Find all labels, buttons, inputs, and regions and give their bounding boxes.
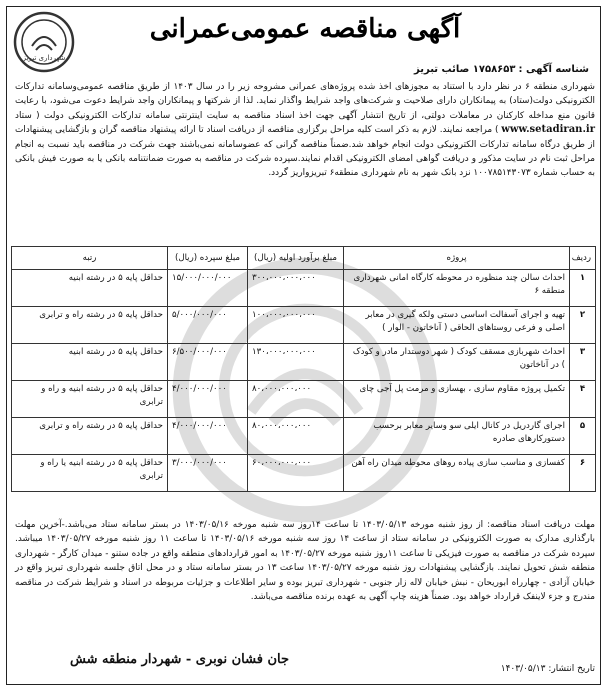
table-row	[12, 418, 596, 455]
ad-source: صائب تبریز	[414, 64, 470, 75]
table-header-row	[12, 247, 596, 270]
col-header-deposit: مبلغ سپرده (ریال)	[168, 247, 248, 270]
row-project: کفسازی و مناسب سازی پیاده روهای محوطه میدان راه آهن	[344, 455, 570, 492]
row-project: اجرای گاردریل در کانال ایلی سو وسایر معابر برحسب دستورکارهای صادره	[344, 418, 570, 455]
row-project: تهیه و اجرای آسفالت اساسی دستی ولکه گیری در معابر اصلی و فرعی روستاهای الحاقی ( آناخاتون - الوار )	[344, 307, 570, 344]
row-index: ۲	[570, 307, 596, 344]
row-deposit: ۴/۰۰۰/۰۰۰/۰۰۰	[168, 381, 248, 418]
municipality-logo-icon	[12, 10, 76, 74]
table-row	[12, 344, 596, 381]
row-project: تکمیل پروژه مقاوم سازی ، بهسازی و مرمت پل آجی چای	[344, 381, 570, 418]
row-estimate: ۸۰،۰۰۰،۰۰۰،۰۰۰	[248, 381, 344, 418]
row-estimate: ۱۳۰،۰۰۰،۰۰۰،۰۰۰	[248, 344, 344, 381]
col-header-grade: رتبه	[12, 247, 168, 270]
row-estimate: ۶۰،۰۰۰،۰۰۰،۰۰۰	[248, 455, 344, 492]
row-project: احداث سالن چند منظوره در محوطه کارگاه امانی شهرداری منطقه ۶	[344, 270, 570, 307]
row-index: ۱	[570, 270, 596, 307]
row-estimate: ۸۰،۰۰۰،۰۰۰،۰۰۰	[248, 418, 344, 455]
signature: جان فشان نوبری - شهردار منطقه شش	[70, 652, 290, 667]
row-deposit: ۴/۰۰۰/۰۰۰/۰۰۰	[168, 418, 248, 455]
row-deposit: ۶/۵۰۰/۰۰۰/۰۰۰	[168, 344, 248, 381]
row-grade: حداقل پایه ۵ در رشته راه و ترابری	[12, 418, 168, 455]
row-index: ۴	[570, 381, 596, 418]
row-estimate: ۱۰۰،۰۰۰،۰۰۰،۰۰۰	[248, 307, 344, 344]
table-row	[12, 455, 596, 492]
intro-text-1: شهرداری منطقه ۶ در نظر دارد با استناد به مجوزهای اخذ شده پروژه‌های عمرانی مشروحه زیر را در سال ۱۴۰۳ از طریق مناقصه عمومی‌وسامانه تدارکات الکترونیکی دولت(ستاد) به پیمانکاران دارای صلاحیت و شرکت‌های واجد شرایط واگذار نماید. لذا از شرکتها و پیمانکاران واجد شرایط دعوت می‌شود، با رعایت قانون منع مداخله کارکنان در معاملات دولتی، از تاریخ انتشار آگهی جهت اخذ اسناد مناقصه به سایت اینترنتی سامانه تدارکات الکترونیکی دولت ( ستاد	[15, 82, 595, 121]
row-deposit: ۱۵/۰۰۰/۰۰۰/۰۰۰	[168, 270, 248, 307]
intro-paragraph	[15, 80, 595, 181]
row-estimate: ۳۰۰،۰۰۰،۰۰۰،۰۰۰	[248, 270, 344, 307]
row-deposit: ۳/۰۰۰/۰۰۰/۰۰۰	[168, 455, 248, 492]
tender-table	[11, 246, 596, 492]
row-grade: حداقل پایه ۵ در رشته ابنیه یا راه و ترابری	[12, 455, 168, 492]
page-title: آگهی مناقصه عمومی‌عمرانی	[149, 14, 461, 44]
ad-id-value: ۱۷۵۸۶۵۳	[472, 64, 516, 75]
table-row	[12, 307, 596, 344]
col-header-project: پروژه	[344, 247, 570, 270]
row-grade: حداقل پایه ۵ در رشته ابنیه	[12, 344, 168, 381]
logo-text: شهرداری تبریز	[22, 54, 66, 62]
row-deposit: ۵/۰۰۰/۰۰۰/۰۰۰	[168, 307, 248, 344]
row-grade: حداقل پایه ۵ در رشته ابنیه	[12, 270, 168, 307]
row-grade: حداقل پایه ۵ در رشته ابنیه و راه و ترابری	[12, 381, 168, 418]
pub-date-value: ۱۴۰۳/۰۵/۱۳	[500, 664, 546, 674]
deadline-paragraph: مهلت دریافت اسناد مناقصه: از روز شنبه مورخه ۱۴۰۳/۰۵/۱۳ تا ساعت ۱۴روز سه شنبه مورخه ۱۴۰۳/۰۵/۱۶ در بستر سامانه ستاد می‌باشد.-آخرین مهلت بارگذاری مدارک به صورت الکترونیکی در سامانه ستاد از ساعت ۱۴ روز سه شنبه مورخه ۱۴۰۳/۰۵/۱۶ تا ساعت ۱۱ روز شنبه مورخه ۱۴۰۳/۰۵/۲۷ میباشد. سپرده شرکت در مناقصه به صورت فیزیکی تا ساعت ۱۱روز شنبه مورخه ۱۴۰۳/۰۵/۲۷ به امور قراردادهای منطقه واقع در جاده ستنو - میدان کارگر - شهرداری منطقه شش تحویل نمایند. بازگشایی پیشنهادات روز شنبه مورخه ۱۴۰۳/۰۵/۲۷ ساعت ۱۳ در بستر سامانه ستاد و در محل اتاق جلسه شهرداری تبریز واقع در خیابان آزادی - چهارراه ابوریحان - نبش خیابان لاله زار جنوبی - شهرداری تبریز بوده و سایر اطلاعات و جزئیات مربوطه در اسناد و شرایط شرکت در مناقصه مندرج و جزء لاینفک قرارداد خواهد بود. ضمناً هزینه چاپ آگهی به عهده برنده مناقصه می‌باشد.	[15, 520, 596, 603]
table-row	[12, 381, 596, 418]
table-row	[12, 270, 596, 307]
ad-identifier	[414, 64, 589, 75]
row-project: احداث شهربازی مسقف کودک ( شهر دوستدار مادر و کودک ) در آناخاتون	[344, 344, 570, 381]
ad-id-label: شناسه آگهی :	[518, 64, 589, 75]
row-grade: حداقل پایه ۵ در رشته راه و ترابری	[12, 307, 168, 344]
publication-date	[501, 664, 595, 674]
website-link[interactable]: www.setadiran.ir	[501, 124, 595, 136]
row-index: ۶	[570, 455, 596, 492]
pub-date-label: تاریخ انتشار:	[548, 664, 595, 674]
col-header-index: ردیف	[570, 247, 596, 270]
intro-text-2: ) مراجعه نمایند. لازم به ذکر است کلیه مراحل برگزاری مناقصه از دریافت اسناد تا ارائه پیشنهاد مناقصه گران و بازگشایی پیشنهادات از طریق درگاه سامانه تدارکات الکترونیکی دولت انجام خواهد شد.ضمناً مناقصه گرانی که عضوسامانه نمی‌باشند جهت شرکت در مناقصه باید نسبت به انجام مراحل ثبت نام در سایت مذکور و دریافت گواهی امضای الکترونیکی اقدام نمایند.سپرده شرکت در مناقصه به صورت ضمانتنامه بانکی یا به صورت فیش بانکی به حساب شماره ۱۰۰۷۸۵۱۴۳۰۷۳ نزد بانک شهر به نام شهرداری منطقه۶ تبریزواریز گردد.	[15, 125, 595, 179]
row-index: ۳	[570, 344, 596, 381]
row-index: ۵	[570, 418, 596, 455]
col-header-estimate: مبلغ برآورد اولیه (ریال)	[248, 247, 344, 270]
